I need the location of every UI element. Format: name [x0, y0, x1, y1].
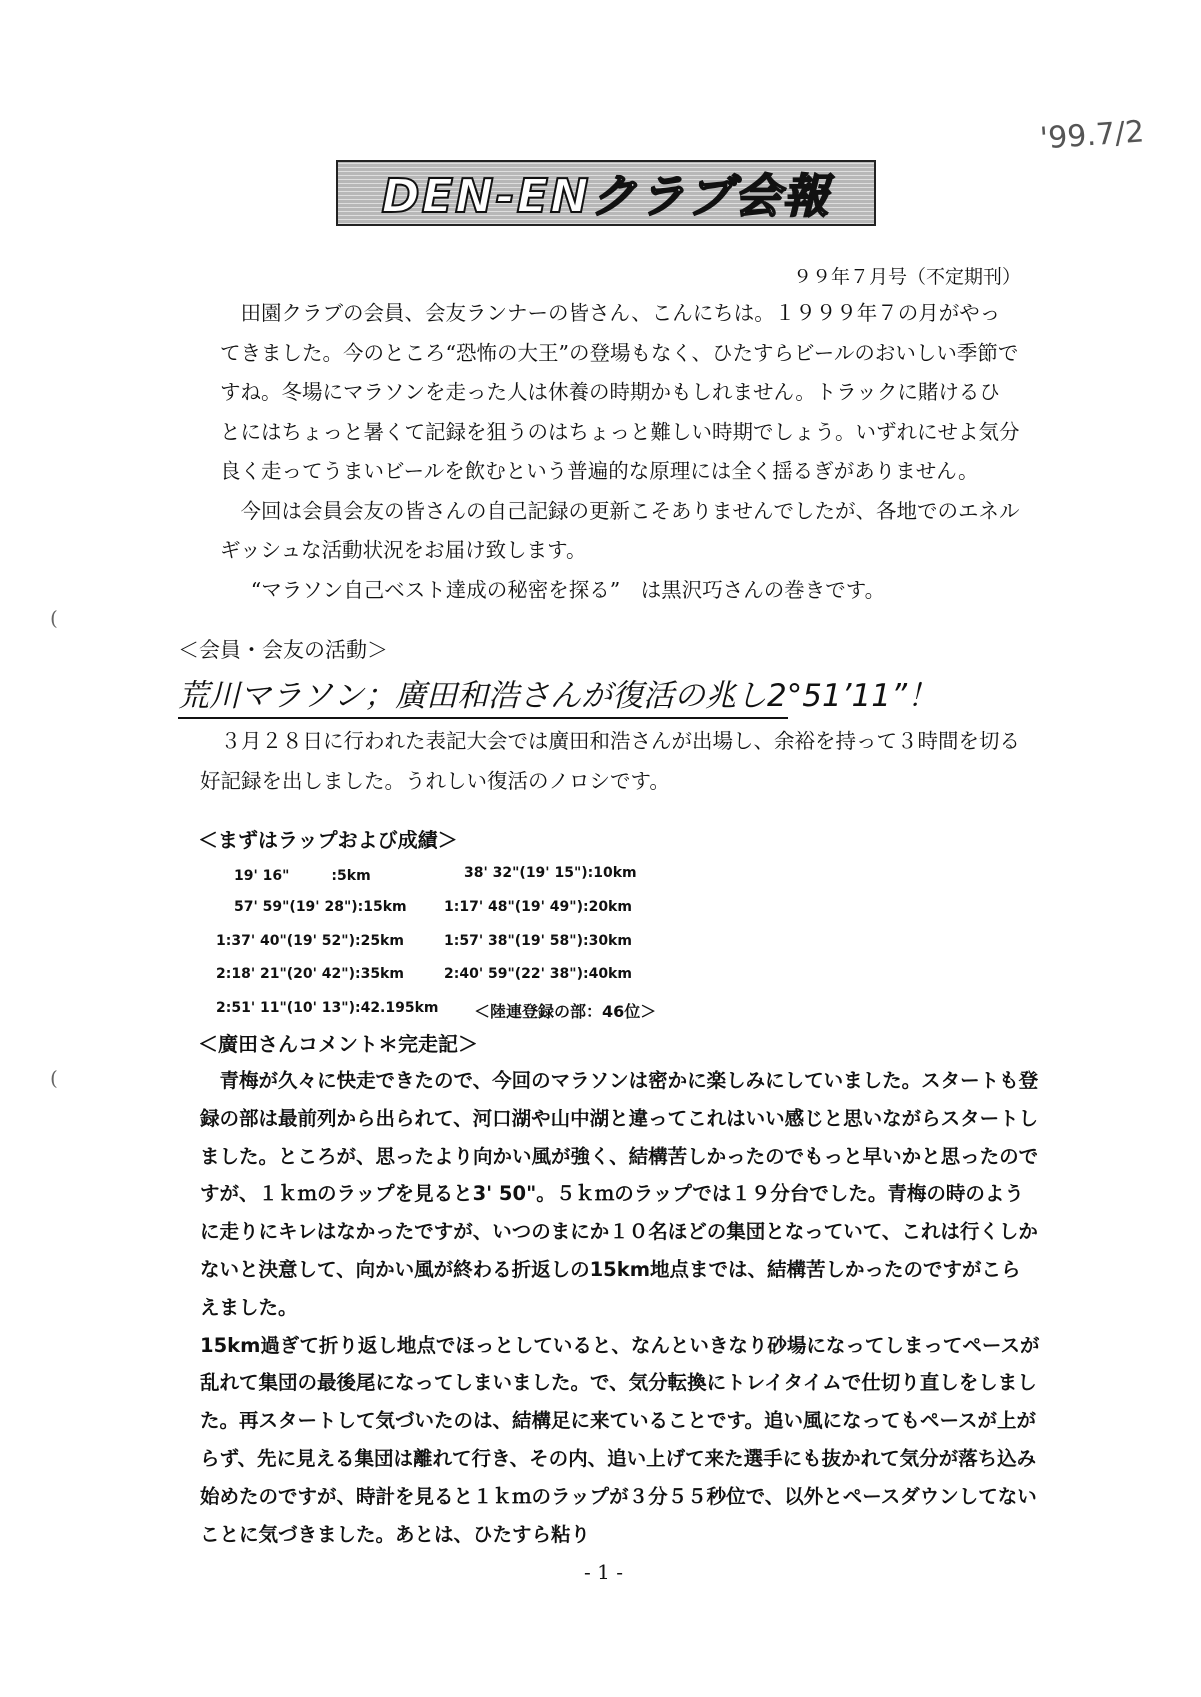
handwritten-date-note: '99.7/2 — [1038, 114, 1146, 157]
comment-paragraph: 15km過ぎて折り返し地点でほっとしていると、なんといきなり砂場になってしまってペースが乱れて集団の最後尾になってしまいました。で、気分転換にトレイタイムで仕切り直しをしました。再スタートして気づいたのは、結構足に来ていることです。追い風になってもペースが上がらず、先に見える集団は離れて行き、その内、追い上げて来た選手にも抜かれて気分が落ち込み始めたのですが、時計を見ると１ｋｍのラップが３分５５秒位で、以外とペースダウンしてないことに気づきました。あとは、ひたすら粘り — [200, 1333, 1040, 1546]
comment-heading: ＜廣田さんコメント＊完走記＞ — [198, 1032, 478, 1056]
lap-split: 38' 32"(19' 15"):10km — [464, 865, 637, 881]
lap-split: 19' 16" :5km — [234, 868, 371, 884]
lap-split: 1:17' 48"(19' 49"):20km — [444, 899, 632, 915]
lap-split-finish: 2:51' 11"(10' 13"):42.195km — [216, 1000, 439, 1016]
lap-split: 1:57' 38"(19' 58"):30km — [444, 933, 632, 949]
margin-mark: ( — [50, 606, 58, 630]
intro-paragraph: “マラソン自己ベスト達成の秘密を探る” は黒沢巧さんの巻きです。 — [250, 577, 886, 602]
lap-split: 57' 59"(19' 28"):15km — [234, 899, 407, 915]
lap-split: 1:37' 40"(19' 52"):25km — [216, 933, 404, 949]
issue-label: ９９年７月号（不定期刊） — [792, 266, 1021, 288]
ranking-note: ＜陸連登録の部：46位＞ — [474, 1002, 657, 1021]
runner-comment — [200, 1062, 1040, 1553]
section-heading: ＜会員・会友の活動＞ — [178, 638, 388, 662]
laps-heading: ＜まずはラップおよび成績＞ — [198, 828, 458, 852]
comment-paragraph: 青梅が久々に快走できたので、今回のマラソンは密かに楽しみにしていました。スタートも登録の部は最前列から出られて、河口湖や山中湖と違ってこれはいい感じと思いながらスタートしました。ところが、思ったより向かい風が強く、結構苦しかったのでもっと早いかと思ったのですが、１ｋｍのラップを見ると3' 50"。５ｋｍのラップでは１９分台でした。青梅の時のように走りにキレはなかったですが、いつのまにか１０名ほどの集団となっていて、これは行くしかないと決意して、向かい風が終わる折返しの15km地点までは、結構苦しかったのですがこらえました。 — [200, 1069, 1039, 1319]
article-lead: ３月２８日に行われた表記大会では廣田和浩さんが出場し、余裕を持って３時間を切る好記録を出しました。うれしい復活のノロシです。 — [200, 729, 1020, 793]
lap-split: 2:18' 21"(20' 42"):35km — [216, 966, 404, 982]
intro-paragraph: 田園クラブの会員、会友ランナーの皆さん、こんにちは。１９９９年７の月がやってきました。今のところ“恐怖の大王”の登場もなく、ひたすらビールのおいしい季節ですね。冬場にマラソンを走った人は休養の時期かもしれません。トラックに賭けるひとにはちょっと暑くて記録を狙うのはちょっと難しい時期でしょう。いずれにせよ気分良く走ってうまいビールを飲むという普遍的な原理には全く揺るぎがありません。 — [220, 301, 1020, 483]
masthead-banner — [336, 160, 876, 226]
intro-section — [220, 294, 1020, 610]
lap-split: 2:40' 59"(22' 38"):40km — [444, 966, 632, 982]
intro-paragraph: 今回は会員会友の皆さんの自己記録の更新こそありませんでしたが、各地でのエネルギッシュな活動状況をお届け致します。 — [220, 498, 1020, 562]
article-headline-wrap — [178, 670, 939, 719]
page-number: - 1 - — [584, 1560, 623, 1584]
article-headline: 荒川マラソン；廣田和浩さんが復活の兆し2°51’11”！ — [178, 678, 939, 714]
masthead-title: DEN-ENクラブ会報 — [381, 169, 831, 223]
margin-mark: ( — [50, 1066, 58, 1090]
